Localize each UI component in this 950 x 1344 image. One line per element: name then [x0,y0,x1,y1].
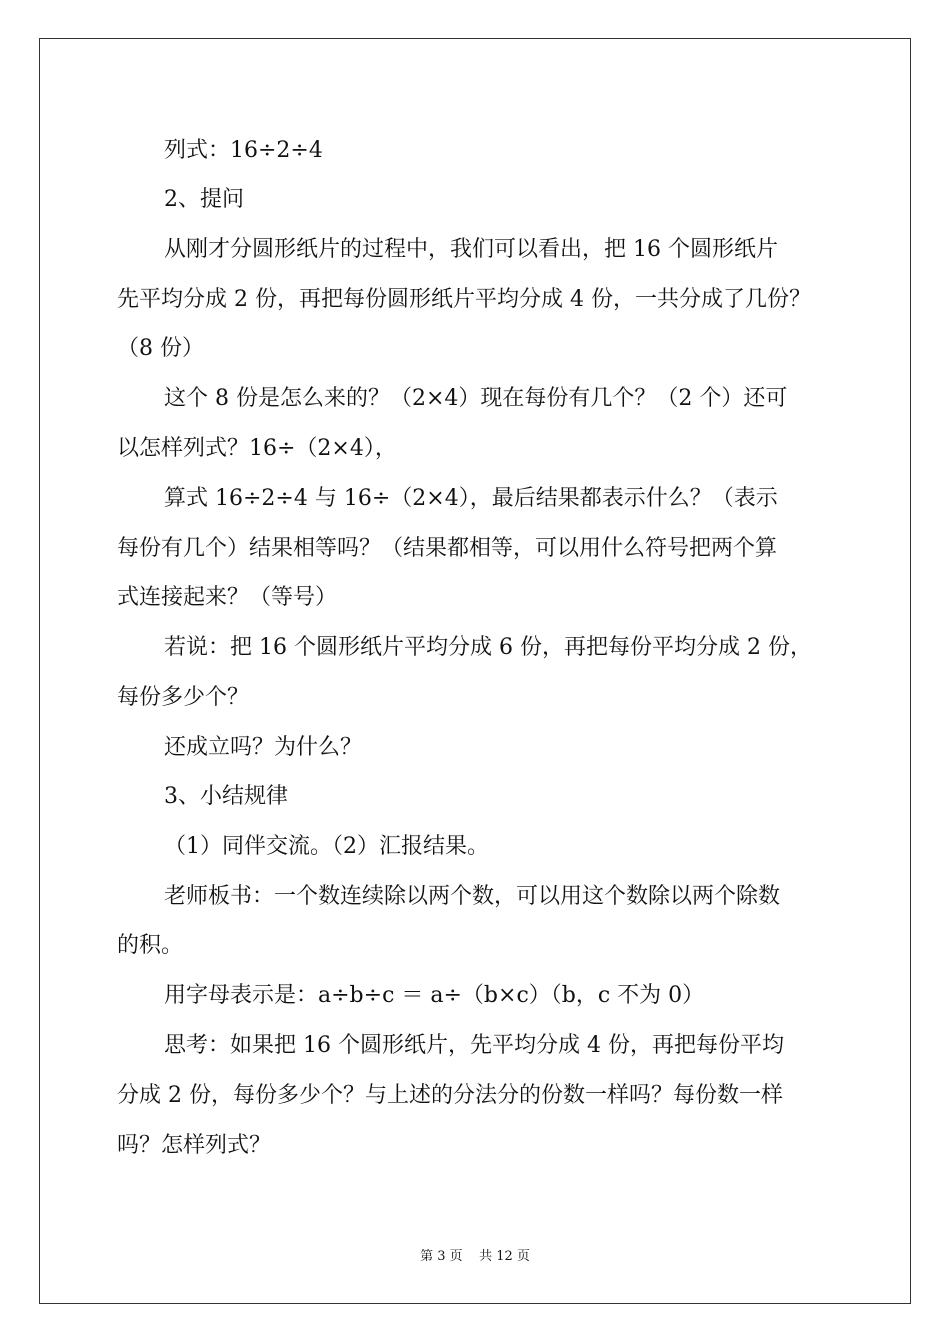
text-line: 老师板书：一个数连续除以两个数，可以用这个数除以两个除数 [164,884,781,909]
text-line: 先平均分成 2 份，再把每份圆形纸片平均分成 4 份，一共分成了几份？ [117,287,811,312]
text-line: 3、小结规律 [164,784,288,809]
text-line: 式连接起来？（等号） [117,585,338,610]
text-line: 分成 2 份，每份多少个？与上述的分法分的份数一样吗？每份数一样 [117,1083,783,1108]
text-line: 吗？怎样列式？ [117,1133,272,1158]
text-line: 以怎样列式？16÷（2×4）， [117,436,397,461]
text-line: 每份多少个？ [117,685,250,710]
text-line: 每份有几个）结果相等吗？（结果都相等，可以用什么符号把两个算 [117,536,778,561]
page-number-footer: 第 3 页 共 12 页 [420,1249,530,1264]
text-line: 从刚才分圆形纸片的过程中，我们可以看出，把 16 个圆形纸片 [164,237,778,262]
text-line: 列式：16÷2÷4 [164,138,323,163]
text-line: 算式 16÷2÷4 与 16÷（2×4），最后结果都表示什么？（表示 [164,486,778,511]
text-line: 若说：把 16 个圆形纸片平均分成 6 份，再把每份平均分成 2 份， [164,635,812,660]
text-line: 还成立吗？为什么？ [164,735,363,760]
text-line: 这个 8 份是怎么来的？（2×4）现在每份有几个？（2 个）还可 [164,386,788,411]
text-line: （8 份） [117,336,204,361]
text-line: 思考：如果把 16 个圆形纸片，先平均分成 4 份，再把每份平均 [164,1033,784,1058]
text-line: 用字母表示是：a÷b÷c ＝ a÷（b×c）（b，c 不为 0） [164,983,705,1008]
text-line: （1）同伴交流。（2）汇报结果。 [164,834,489,859]
page-border [39,38,911,1304]
text-line: 的积。 [117,933,184,958]
text-line: 2、提问 [164,187,244,212]
